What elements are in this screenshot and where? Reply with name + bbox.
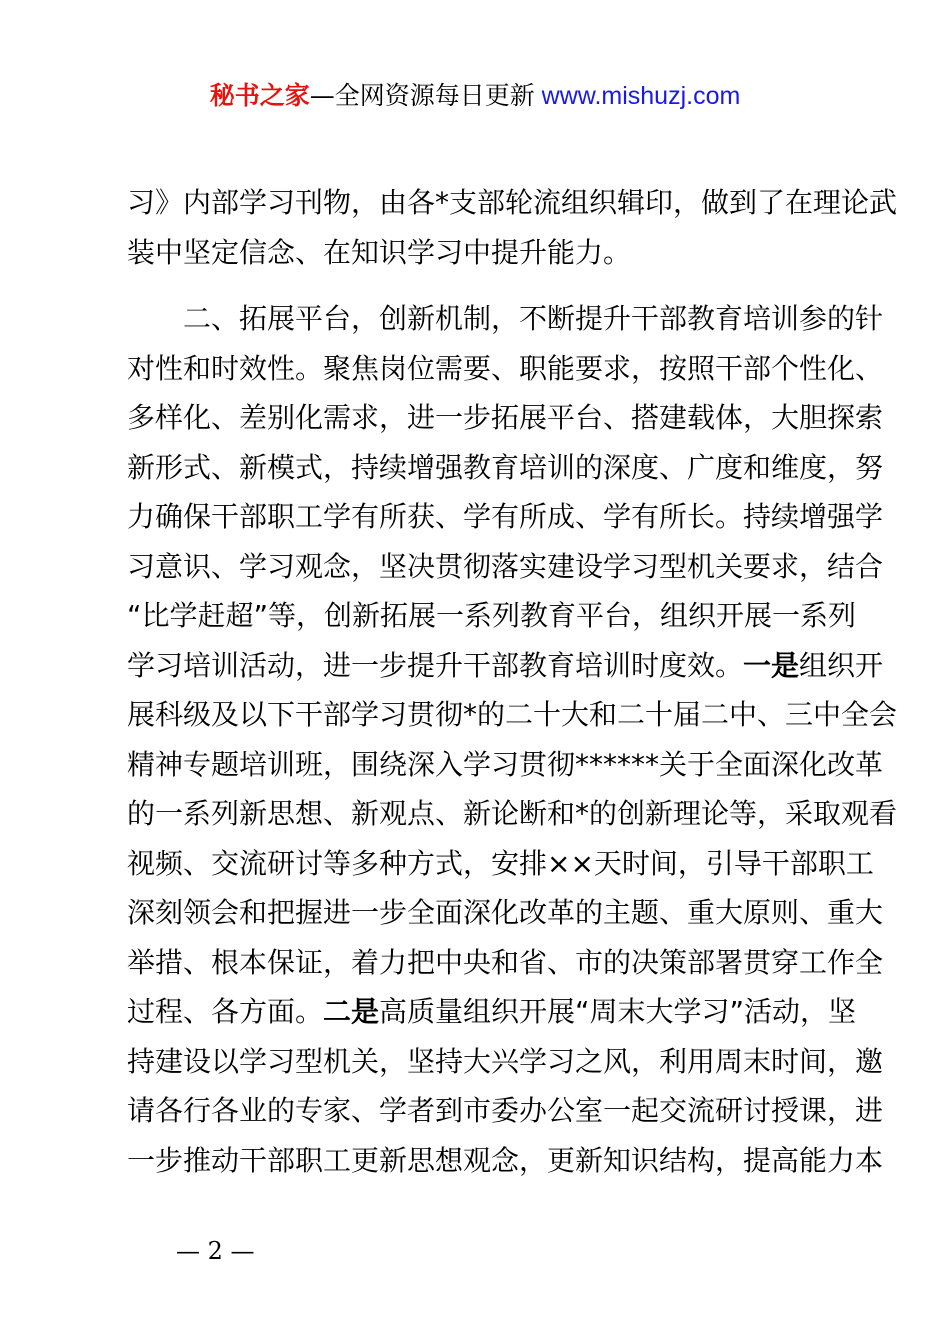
text-line: 的一系列新思想、新观点、新论断和*的创新理论等，采取观看 <box>127 797 898 830</box>
text-line: 力确保干部职工学有所获、学有所成、学有所长。持续增强学 <box>127 500 884 533</box>
line-text: 学习培训活动，进一步提升干部教育培训时度效。 <box>127 648 744 682</box>
text-line: 一步推动干部职工更新思想观念，更新知识结构，提高能力本 <box>127 1143 884 1177</box>
text-line: 视频、交流研讨等多种方式，安排××天时间，引导干部职工 <box>127 846 874 880</box>
header-tagline: —全网资源每日更新 <box>309 81 535 110</box>
line-text-tail: 高质量组织开展“周末大学习”活动，坚 <box>379 995 857 1028</box>
line-text: 过程、各方面。 <box>127 995 324 1028</box>
line-text-tail: 组织开 <box>799 648 884 682</box>
text-line: 习意识、学习观念，坚决贯彻落实建设学习型机关要求，结合 <box>127 549 884 583</box>
text-line: 深刻领会和把握进一步全面深化改革的主题、重大原则、重大 <box>127 896 884 929</box>
text-line: 持建设以学习型机关，坚持大兴学习之风，利用周末时间，邀 <box>127 1044 884 1078</box>
text-line: 多样化、差别化需求，进一步拓展平台、搭建载体，大胆探索 <box>127 401 884 434</box>
text-line: 精神专题培训班，围绕深入学习贯彻******关于全面深化改革 <box>127 747 884 781</box>
page-number: — 2 — <box>176 1237 255 1265</box>
text-line: 习》内部学习刊物，由各*支部轮流组织辑印，做到了在理论武 <box>127 186 898 219</box>
text-line: “比学赶超”等，创新拓展一系列教育平台，组织开展一系列 <box>127 599 857 632</box>
document-body <box>127 178 898 1185</box>
text-line <box>127 987 857 1037</box>
text-line: 对性和时效性。聚焦岗位需要、职能要求，按照干部个性化、 <box>127 351 884 385</box>
text-line: 举措、根本保证，着力把中央和省、市的决策部署贯穿工作全 <box>127 945 884 979</box>
text-line: 新形式、新模式，持续增强教育培训的深度、广度和维度，努 <box>127 450 884 484</box>
text-line: 装中坚定信念、在知识学习中提升能力。 <box>127 235 632 269</box>
text-line: 展科级及以下干部学习贯彻*的二十大和二十届二中、三中全会 <box>127 698 898 731</box>
site-url-link[interactable]: www.mishuzj.com <box>534 82 741 110</box>
text-line: 二、拓展平台，创新机制，不断提升干部教育培训参的针 <box>183 302 884 335</box>
emphasis-second: 二是 <box>323 995 380 1028</box>
text-line: 请各行各业的专家、学者到市委办公室一起交流研讨授课，进 <box>127 1094 884 1127</box>
emphasis-first: 一是 <box>743 648 800 682</box>
site-header <box>0 80 950 112</box>
brand-name: 秘书之家 <box>209 81 310 110</box>
text-line <box>127 641 884 691</box>
